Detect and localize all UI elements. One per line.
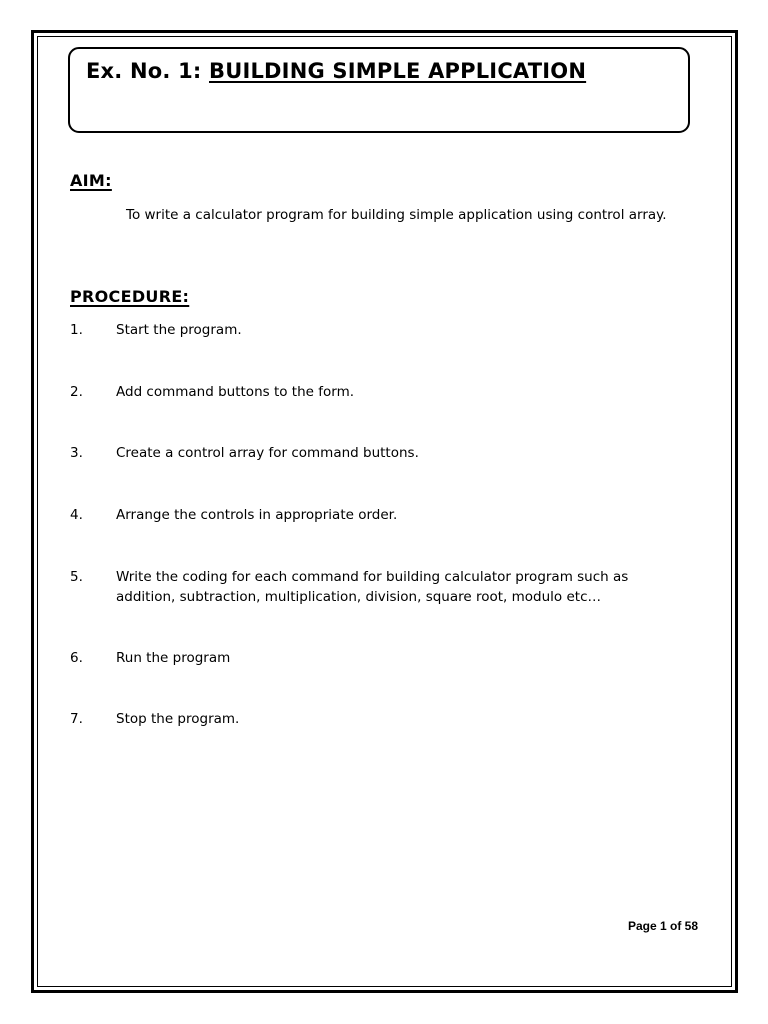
procedure-step (70, 505, 676, 525)
procedure-step (70, 382, 676, 402)
step-text: Arrange the controls in appropriate order. (116, 507, 398, 523)
title-box (68, 47, 690, 133)
step-text: Start the program. (116, 322, 242, 338)
procedure-step (70, 648, 676, 668)
step-number: 1. (70, 322, 83, 338)
procedure-step (70, 567, 676, 607)
step-number: 6. (70, 650, 83, 666)
step-text: Write the coding for each command for building calculator program such as addition, subtraction, multiplication, division, square root, modulo etc… (116, 569, 629, 605)
aim-text: To write a calculator program for building simple application using control array. (126, 207, 667, 223)
title-prefix: Ex. No. 1: (86, 59, 209, 83)
title-main: BUILDING SIMPLE APPLICATION (209, 59, 587, 83)
step-text: Add command buttons to the form. (116, 384, 355, 400)
page-title (86, 59, 586, 83)
step-text: Create a control array for command buttons. (116, 445, 419, 461)
procedure-step (70, 709, 676, 729)
step-text: Stop the program. (116, 711, 240, 727)
procedure-step (70, 443, 676, 463)
step-number: 4. (70, 507, 83, 523)
step-number: 2. (70, 384, 83, 400)
step-number: 5. (70, 569, 83, 585)
page-number: Page 1 of 58 (627, 919, 698, 933)
step-number: 3. (70, 445, 83, 461)
procedure-step (70, 320, 676, 340)
aim-heading: AIM: (70, 171, 112, 190)
procedure-heading: PROCEDURE: (70, 287, 190, 306)
step-text: Run the program (116, 650, 231, 666)
step-number: 7. (70, 711, 83, 727)
